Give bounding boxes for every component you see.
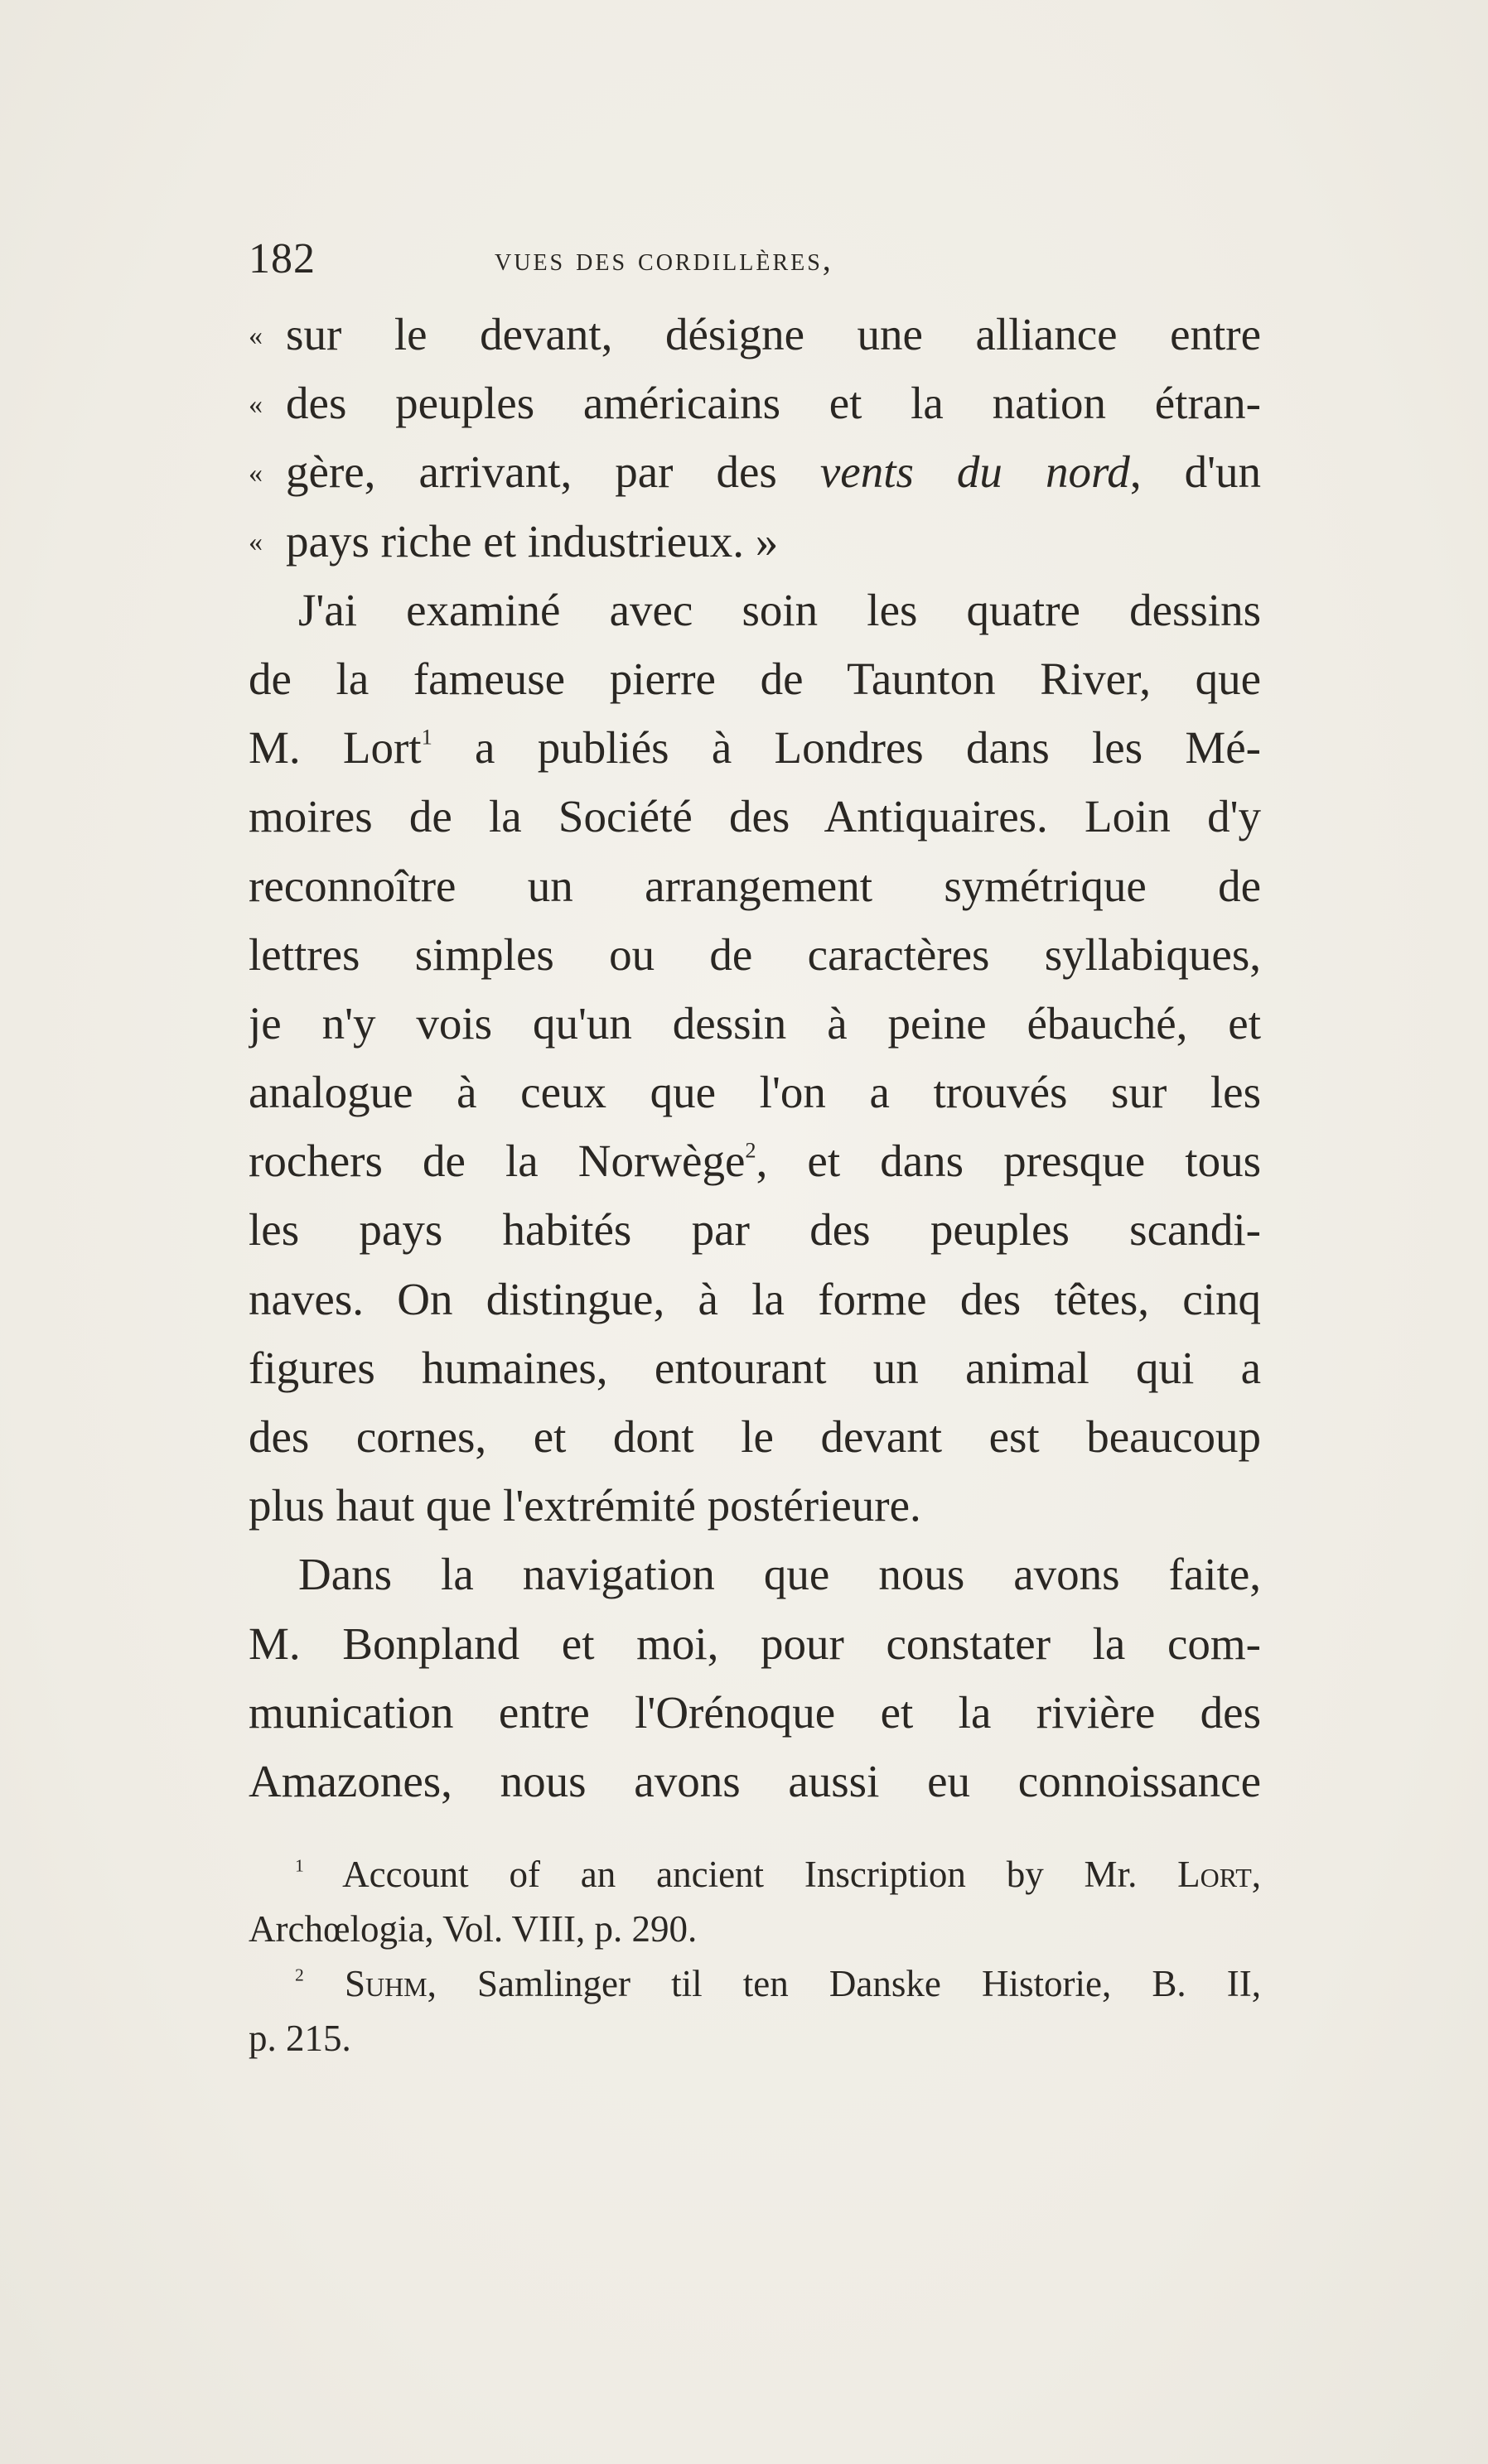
page-number: 182 [249, 235, 316, 282]
text-line: des cornes, et dont le devant est beaucoup [249, 1411, 1261, 1462]
footnotes [249, 1847, 1261, 2066]
paragraph-start: J'ai examiné avec soin les quatre dessins [298, 584, 1261, 635]
footnote-ref: 1 [421, 724, 432, 750]
running-title: vues des cordillères, [495, 240, 833, 277]
text-line: munication entre l'Orénoque et la rivière des [249, 1686, 1261, 1738]
text-line: « gère, arrivant, par des vents du nord, d'un [249, 446, 1261, 498]
text-line: M. Bonpland et moi, pour constater la com- [249, 1618, 1261, 1669]
footnote-1: $^1$ Account of an ancient Inscription by Mr. Lort, [295, 1854, 1261, 1895]
text-line: « pays riche et industrieux. » [249, 515, 779, 567]
text-line: les pays habités par des peuples scandi- [249, 1204, 1261, 1256]
text-line: Amazones, nous avons aussi eu connoissance [249, 1755, 1261, 1806]
text-line: moires de la Société des Antiquaires. Loin d'y [249, 791, 1261, 842]
text-line: analogue à ceux que l'on a trouvés sur les [249, 1067, 1261, 1118]
text-line: plus haut que l'extrémité postérieure. [249, 1480, 921, 1531]
text-line: reconnoître un arrangement symétrique de [249, 860, 1261, 911]
paragraph-start: Dans la navigation que nous avons faite, [298, 1549, 1261, 1600]
body-text [249, 300, 1261, 1815]
text-line: lettres simples ou de caractères syllabiques, [249, 928, 1261, 980]
footnote-ref: 2 [745, 1137, 756, 1163]
text-line: figures humaines, entourant un animal qui a [249, 1342, 1261, 1393]
footnote-1-continued: Archœlogia, Vol. VIII, p. 290. [249, 1908, 698, 1950]
text-line: je n'y vois qu'un dessin à peine ébauché, et [249, 997, 1261, 1049]
page-header [249, 222, 1261, 297]
italic-phrase: vents du nord [819, 446, 1130, 498]
text-line: M. Lort$^1$ a publiés à Londres dans les Mé- [249, 722, 1261, 774]
text-line: naves. On distingue, à la forme des têtes, cinq [249, 1273, 1261, 1324]
footnote-2-continued: p. 215. [249, 2018, 351, 2059]
text-line: rochers de la Norwège$^2$, et dans presque tous [249, 1136, 1261, 1187]
text-line: « des peuples américains et la nation étran- [249, 378, 1261, 429]
text-line: « sur le devant, désigne une alliance entre [249, 309, 1261, 359]
text-line: de la fameuse pierre de Taunton River, que [249, 653, 1261, 704]
footnote-2: $^2$ Suhm, Samlinger til ten Danske Historie, B. II, [295, 1963, 1261, 2004]
